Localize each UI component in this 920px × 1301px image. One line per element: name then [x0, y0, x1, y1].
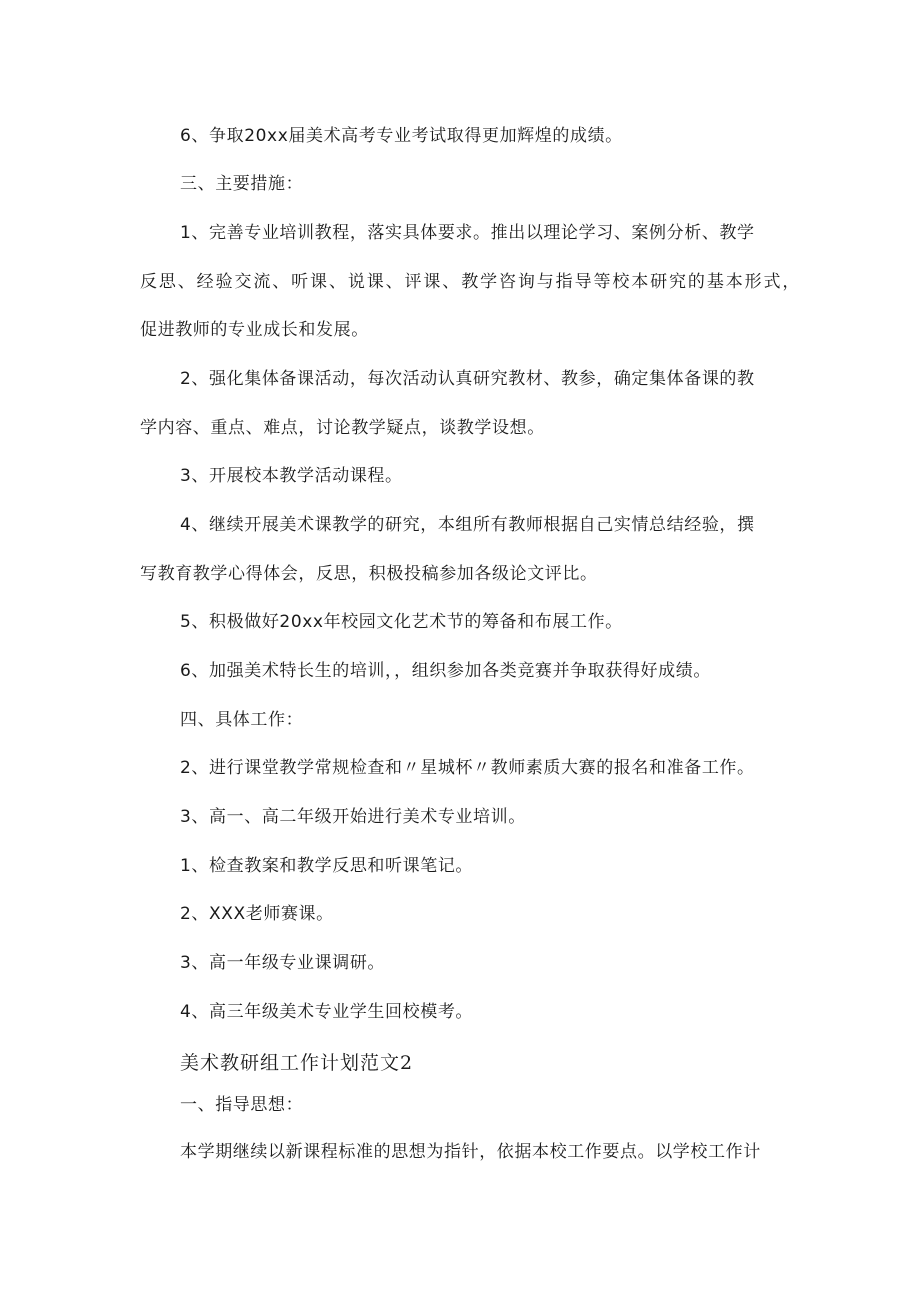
guiding-line-1: 本学期继续以新课程标准的思想为指针，依据本校工作要点。以学校工作计 [180, 1142, 761, 1162]
task-3: 3、高一、高二年级开始进行美术专业培训。 [180, 807, 526, 827]
task-2: 2、进行课堂教学常规检查和〃星城杯〃教师素质大赛的报名和准备工作。 [180, 758, 755, 778]
task-2b: 2、XXX老师赛课。 [180, 904, 334, 924]
section-heading-measures: 三、主要措施： [180, 174, 304, 194]
measure-6: 6、加强美术特长生的培训，，组织参加各类竞赛并争取获得好成绩。 [180, 661, 711, 681]
measure-5: 5、积极做好20xx年校园文化艺术节的筹备和布展工作。 [180, 612, 623, 632]
article-title-2: 美术教研组工作计划范文2 [180, 1052, 414, 1074]
task-1: 1、检查教案和教学反思和听课笔记。 [180, 856, 474, 876]
task-4: 4、高三年级美术专业学生回校模考。 [180, 1002, 474, 1022]
measure-4-line-1: 4、继续开展美术课教学的研究，本组所有教师根据自己实情总结经验，撰 [180, 515, 755, 535]
measure-4-line-2: 写教育教学心得体会，反思，积极投稿参加各级论文评比。 [140, 564, 598, 584]
measure-1-line-1: 1、完善专业培训教程，落实具体要求。推出以理论学习、案例分析、教学 [180, 223, 755, 243]
measure-1-line-3: 促进教师的专业成长和发展。 [140, 320, 369, 340]
measure-1-line-2: 反思、经验交流、听课、说课、评课、教学咨询与指导等校本研究的基本形式， [140, 272, 800, 292]
measure-3: 3、开展校本教学活动课程。 [180, 466, 403, 486]
measure-2-line-2: 学内容、重点、难点，讨论教学疑点，谈教学设想。 [140, 418, 545, 438]
section-heading-guiding: 一、指导思想： [180, 1095, 304, 1115]
item-6-goal: 6、争取20xx届美术高考专业考试取得更加辉煌的成绩。 [180, 126, 623, 146]
task-3b: 3、高一年级专业课调研。 [180, 953, 386, 973]
section-heading-tasks: 四、具体工作： [180, 710, 304, 730]
measure-2-line-1: 2、强化集体备课活动，每次活动认真研究教材、教参，确定集体备课的教 [180, 369, 755, 389]
